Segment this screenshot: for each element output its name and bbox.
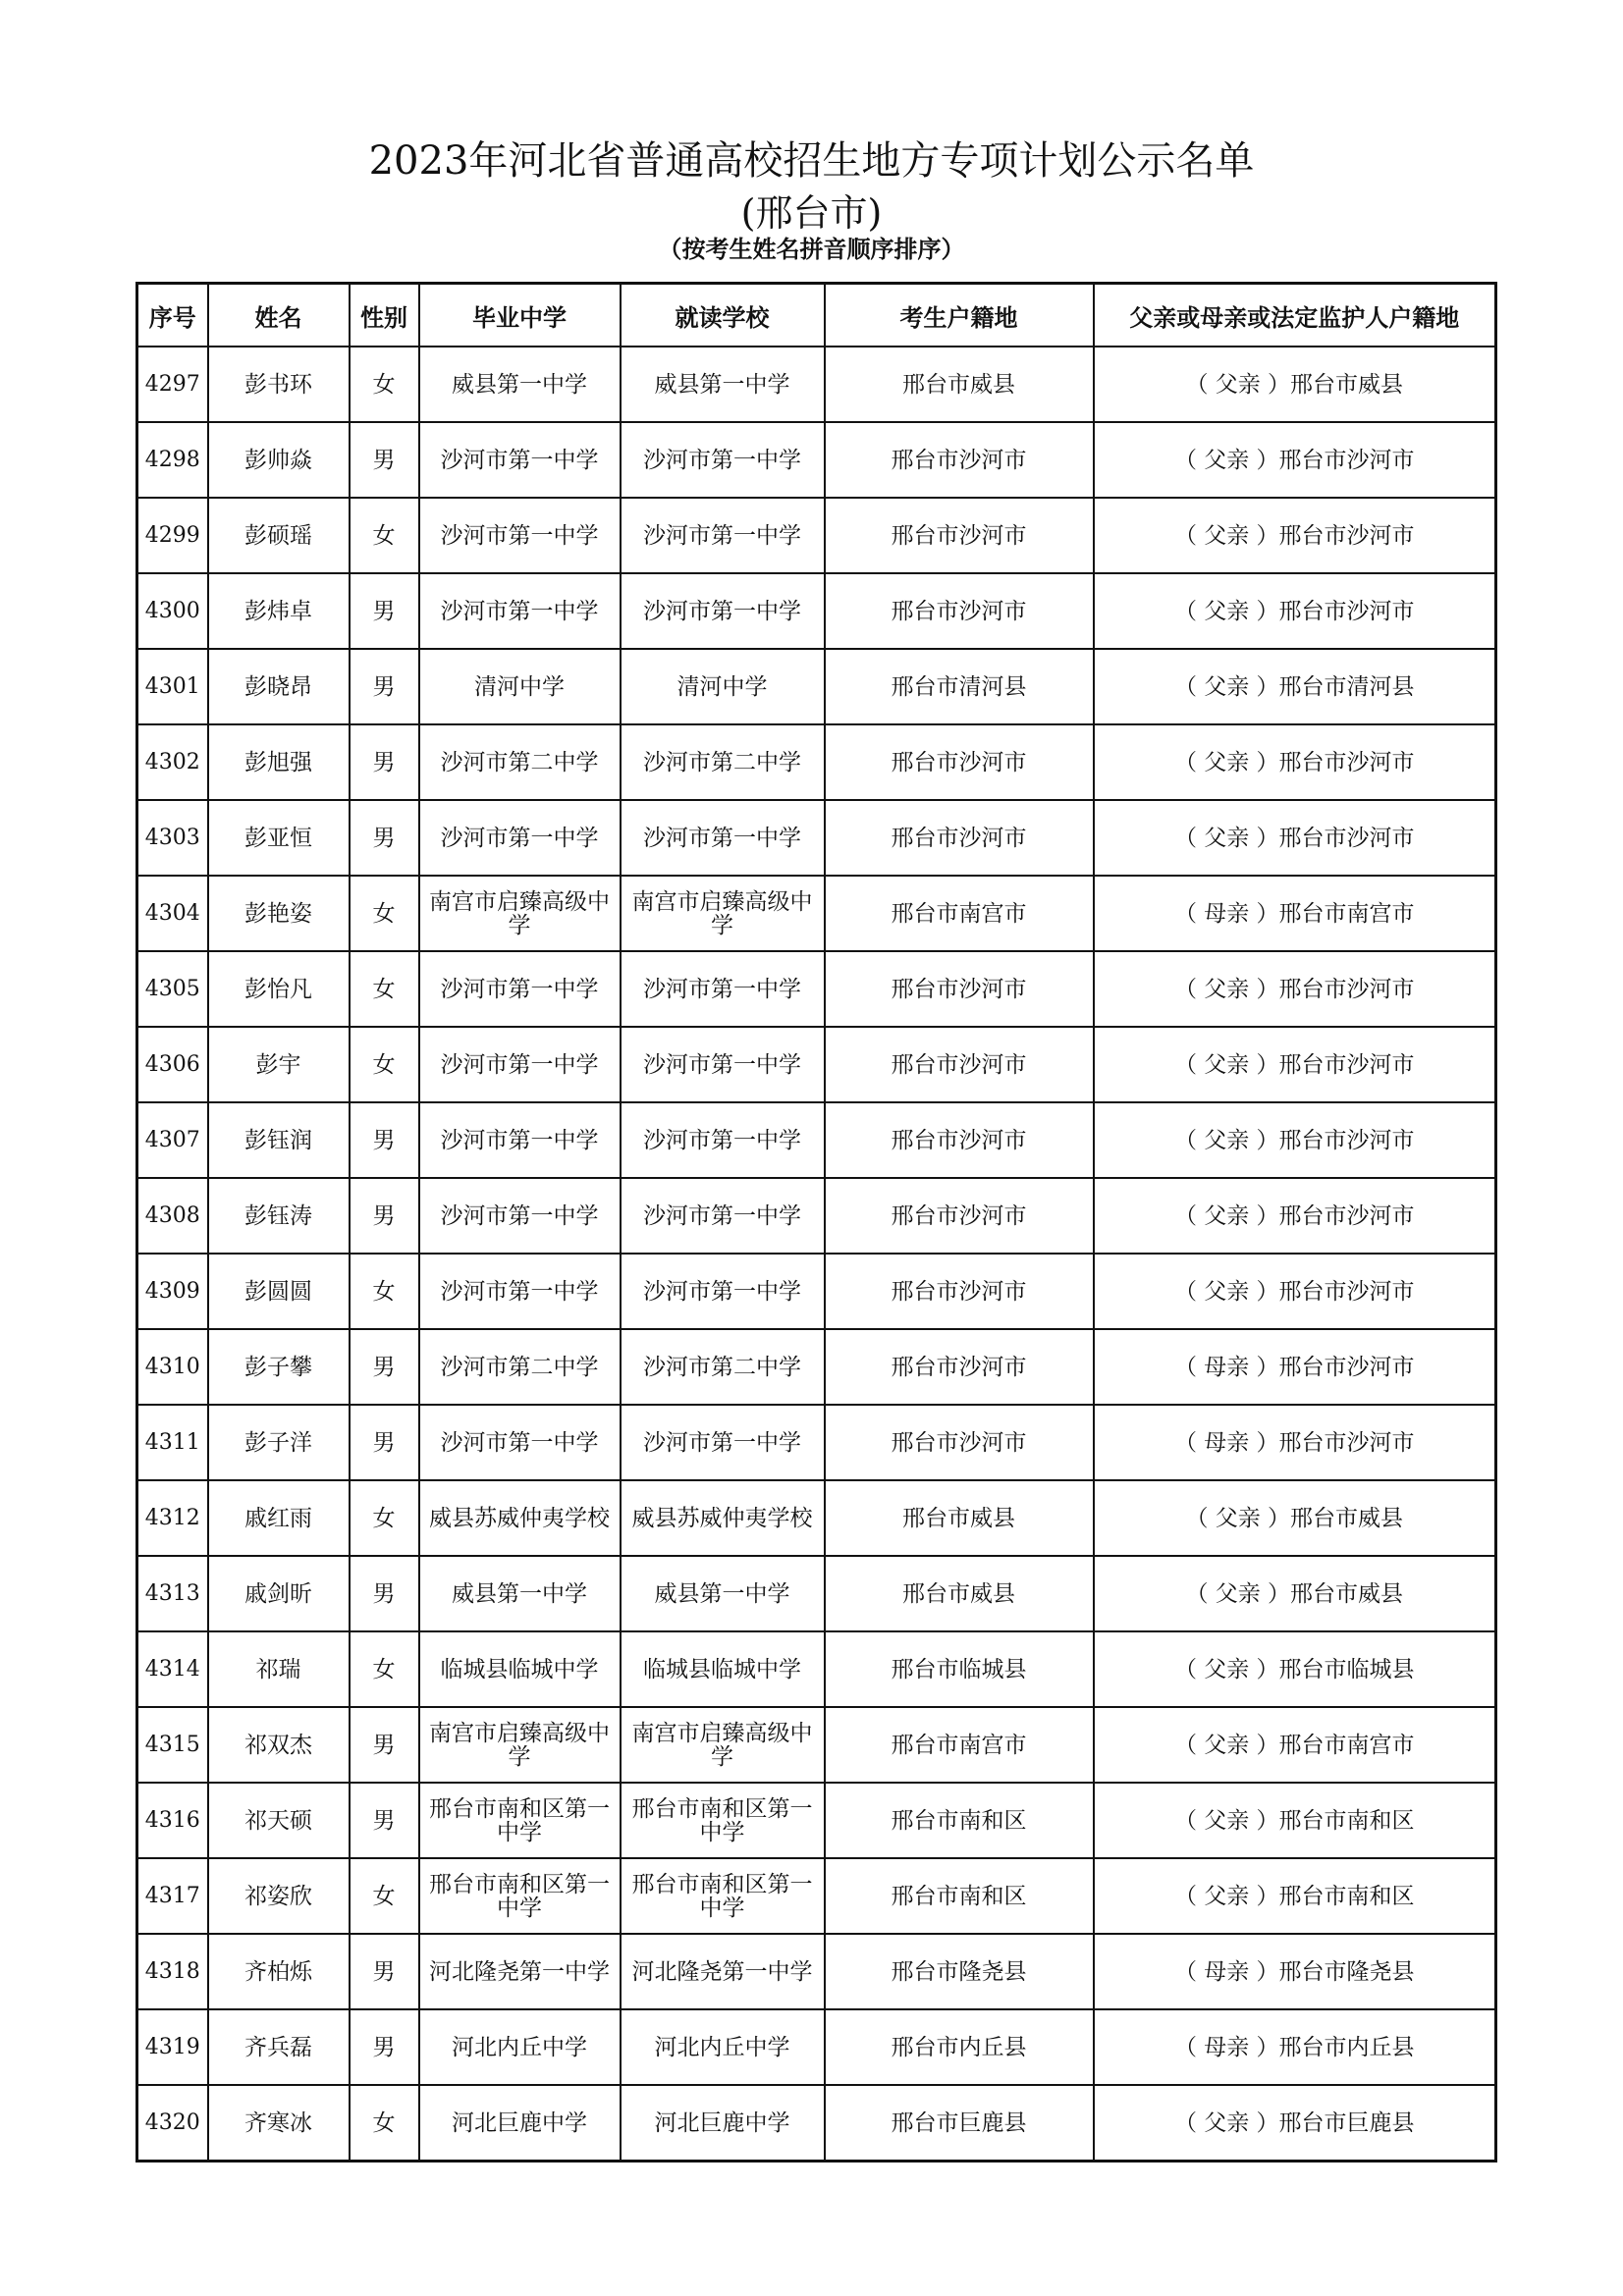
- cell-index: 4302: [137, 724, 208, 800]
- cell-guardian-registration: （ 父亲 ）邢台市临城县: [1094, 1631, 1496, 1707]
- cell-household-registration: 邢台市沙河市: [825, 724, 1094, 800]
- cell-household-registration: 邢台市内丘县: [825, 2009, 1094, 2085]
- cell-current-school: 沙河市第一中学: [621, 498, 825, 573]
- cell-graduated-school: 沙河市第一中学: [419, 800, 621, 876]
- sort-note: （按考生姓名拼音顺序排序）: [658, 236, 965, 263]
- cell-guardian-registration: （ 父亲 ）邢台市威县: [1094, 1480, 1496, 1556]
- cell-gender: 男: [350, 573, 419, 649]
- cell-gender: 女: [350, 1480, 419, 1556]
- table-row: [137, 1329, 1496, 1405]
- table-row: [137, 1102, 1496, 1178]
- cell-current-school: 南宫市启臻高级中学: [621, 1707, 825, 1783]
- table-row: [137, 1556, 1496, 1631]
- cell-graduated-school: 沙河市第一中学: [419, 573, 621, 649]
- cell-current-school: 临城县临城中学: [621, 1631, 825, 1707]
- cell-guardian-registration: （ 父亲 ）邢台市沙河市: [1094, 724, 1496, 800]
- table-row: [137, 1934, 1496, 2009]
- cell-index: 4311: [137, 1405, 208, 1480]
- cell-index: 4307: [137, 1102, 208, 1178]
- cell-gender: 女: [350, 1858, 419, 1934]
- cell-graduated-school: 河北巨鹿中学: [419, 2085, 621, 2162]
- cell-current-school: 威县第一中学: [621, 1556, 825, 1631]
- cell-gender: 男: [350, 422, 419, 498]
- cell-current-school: 沙河市第一中学: [621, 422, 825, 498]
- column-header-household-registration: 考生户籍地: [825, 284, 1094, 347]
- cell-graduated-school: 沙河市第一中学: [419, 1102, 621, 1178]
- table-row: [137, 1631, 1496, 1707]
- cell-name: 彭旭强: [208, 724, 350, 800]
- table-row: [137, 2085, 1496, 2162]
- cell-index: 4299: [137, 498, 208, 573]
- cell-index: 4298: [137, 422, 208, 498]
- table-row: [137, 1405, 1496, 1480]
- cell-household-registration: 邢台市清河县: [825, 649, 1094, 724]
- table-row: [137, 347, 1496, 422]
- cell-gender: 男: [350, 724, 419, 800]
- cell-graduated-school: 沙河市第一中学: [419, 951, 621, 1027]
- cell-index: 4314: [137, 1631, 208, 1707]
- cell-guardian-registration: （ 父亲 ）邢台市威县: [1094, 347, 1496, 422]
- cell-graduated-school: 沙河市第一中学: [419, 1405, 621, 1480]
- cell-gender: 女: [350, 1254, 419, 1329]
- cell-guardian-registration: （ 父亲 ）邢台市沙河市: [1094, 422, 1496, 498]
- cell-index: 4304: [137, 876, 208, 951]
- cell-household-registration: 邢台市南和区: [825, 1858, 1094, 1934]
- cell-household-registration: 邢台市沙河市: [825, 1102, 1094, 1178]
- cell-gender: 男: [350, 1707, 419, 1783]
- cell-guardian-registration: （ 父亲 ）邢台市威县: [1094, 1556, 1496, 1631]
- cell-gender: 男: [350, 1329, 419, 1405]
- page-subtitle: (邢台市): [740, 191, 883, 235]
- cell-graduated-school: 沙河市第一中学: [419, 498, 621, 573]
- cell-graduated-school: 沙河市第一中学: [419, 422, 621, 498]
- cell-guardian-registration: （ 父亲 ）邢台市巨鹿县: [1094, 2085, 1496, 2162]
- cell-household-registration: 邢台市南宫市: [825, 1707, 1094, 1783]
- cell-household-registration: 邢台市沙河市: [825, 1329, 1094, 1405]
- cell-current-school: 南宫市启臻高级中学: [621, 876, 825, 951]
- cell-household-registration: 邢台市沙河市: [825, 800, 1094, 876]
- cell-gender: 女: [350, 876, 419, 951]
- cell-household-registration: 邢台市沙河市: [825, 1405, 1094, 1480]
- cell-index: 4300: [137, 573, 208, 649]
- cell-guardian-registration: （ 父亲 ）邢台市沙河市: [1094, 573, 1496, 649]
- cell-household-registration: 邢台市南宫市: [825, 876, 1094, 951]
- cell-household-registration: 邢台市巨鹿县: [825, 2085, 1094, 2162]
- cell-graduated-school: 沙河市第二中学: [419, 724, 621, 800]
- cell-graduated-school: 威县苏威仲夷学校: [419, 1480, 621, 1556]
- cell-gender: 男: [350, 1934, 419, 2009]
- cell-household-registration: 邢台市沙河市: [825, 1254, 1094, 1329]
- cell-name: 祁瑞: [208, 1631, 350, 1707]
- roster-table: [135, 282, 1497, 2163]
- cell-current-school: 威县苏威仲夷学校: [621, 1480, 825, 1556]
- cell-name: 戚剑昕: [208, 1556, 350, 1631]
- cell-gender: 男: [350, 1178, 419, 1254]
- cell-current-school: 河北隆尧第一中学: [621, 1934, 825, 2009]
- cell-guardian-registration: （ 父亲 ）邢台市清河县: [1094, 649, 1496, 724]
- cell-gender: 女: [350, 347, 419, 422]
- cell-name: 齐兵磊: [208, 2009, 350, 2085]
- cell-gender: 女: [350, 951, 419, 1027]
- cell-guardian-registration: （ 母亲 ）邢台市沙河市: [1094, 1405, 1496, 1480]
- cell-index: 4310: [137, 1329, 208, 1405]
- cell-index: 4301: [137, 649, 208, 724]
- cell-name: 彭艳姿: [208, 876, 350, 951]
- cell-name: 祁姿欣: [208, 1858, 350, 1934]
- cell-name: 彭宇: [208, 1027, 350, 1102]
- cell-name: 彭圆圆: [208, 1254, 350, 1329]
- cell-gender: 男: [350, 1405, 419, 1480]
- table-row: [137, 573, 1496, 649]
- cell-current-school: 邢台市南和区第一中学: [621, 1858, 825, 1934]
- cell-index: 4313: [137, 1556, 208, 1631]
- cell-gender: 女: [350, 2085, 419, 2162]
- cell-gender: 男: [350, 1556, 419, 1631]
- cell-current-school: 沙河市第一中学: [621, 1102, 825, 1178]
- table-row: [137, 498, 1496, 573]
- table-row: [137, 951, 1496, 1027]
- cell-index: 4297: [137, 347, 208, 422]
- cell-index: 4306: [137, 1027, 208, 1102]
- cell-current-school: 邢台市南和区第一中学: [621, 1783, 825, 1858]
- cell-guardian-registration: （ 母亲 ）邢台市沙河市: [1094, 1329, 1496, 1405]
- table-row: [137, 2009, 1496, 2085]
- cell-current-school: 沙河市第二中学: [621, 724, 825, 800]
- cell-current-school: 沙河市第一中学: [621, 800, 825, 876]
- cell-guardian-registration: （ 父亲 ）邢台市沙河市: [1094, 1027, 1496, 1102]
- cell-graduated-school: 清河中学: [419, 649, 621, 724]
- cell-index: 4315: [137, 1707, 208, 1783]
- table-row: [137, 876, 1496, 951]
- cell-guardian-registration: （ 父亲 ）邢台市沙河市: [1094, 951, 1496, 1027]
- cell-guardian-registration: （ 父亲 ）邢台市沙河市: [1094, 1178, 1496, 1254]
- cell-gender: 女: [350, 498, 419, 573]
- cell-current-school: 沙河市第一中学: [621, 1405, 825, 1480]
- cell-current-school: 沙河市第一中学: [621, 1178, 825, 1254]
- cell-index: 4319: [137, 2009, 208, 2085]
- cell-guardian-registration: （ 母亲 ）邢台市内丘县: [1094, 2009, 1496, 2085]
- cell-index: 4317: [137, 1858, 208, 1934]
- cell-graduated-school: 沙河市第二中学: [419, 1329, 621, 1405]
- cell-graduated-school: 邢台市南和区第一中学: [419, 1858, 621, 1934]
- cell-current-school: 清河中学: [621, 649, 825, 724]
- table-row: [137, 1254, 1496, 1329]
- cell-gender: 男: [350, 649, 419, 724]
- table-row: [137, 1178, 1496, 1254]
- column-header-name: 姓名: [208, 284, 350, 347]
- table-row: [137, 1858, 1496, 1934]
- cell-name: 齐柏烁: [208, 1934, 350, 2009]
- cell-name: 齐寒冰: [208, 2085, 350, 2162]
- cell-guardian-registration: （ 父亲 ）邢台市沙河市: [1094, 1102, 1496, 1178]
- table-row: [137, 1707, 1496, 1783]
- cell-current-school: 沙河市第二中学: [621, 1329, 825, 1405]
- table-row: [137, 1783, 1496, 1858]
- cell-name: 彭子洋: [208, 1405, 350, 1480]
- table-row: [137, 724, 1496, 800]
- cell-current-school: 河北内丘中学: [621, 2009, 825, 2085]
- cell-name: 祁双杰: [208, 1707, 350, 1783]
- cell-graduated-school: 沙河市第一中学: [419, 1027, 621, 1102]
- cell-index: 4308: [137, 1178, 208, 1254]
- cell-graduated-school: 河北内丘中学: [419, 2009, 621, 2085]
- table-row: [137, 1480, 1496, 1556]
- cell-name: 彭怡凡: [208, 951, 350, 1027]
- cell-household-registration: 邢台市威县: [825, 347, 1094, 422]
- cell-name: 彭钰涛: [208, 1178, 350, 1254]
- column-header-index: 序号: [137, 284, 208, 347]
- cell-guardian-registration: （ 母亲 ）邢台市南宫市: [1094, 876, 1496, 951]
- cell-name: 彭亚恒: [208, 800, 350, 876]
- cell-graduated-school: 南宫市启臻高级中学: [419, 876, 621, 951]
- cell-gender: 男: [350, 800, 419, 876]
- table-header-row: [137, 284, 1496, 347]
- cell-gender: 男: [350, 1783, 419, 1858]
- cell-current-school: 沙河市第一中学: [621, 573, 825, 649]
- cell-graduated-school: 沙河市第一中学: [419, 1178, 621, 1254]
- cell-guardian-registration: （ 父亲 ）邢台市南和区: [1094, 1783, 1496, 1858]
- cell-household-registration: 邢台市隆尧县: [825, 1934, 1094, 2009]
- cell-index: 4320: [137, 2085, 208, 2162]
- cell-gender: 男: [350, 2009, 419, 2085]
- cell-graduated-school: 邢台市南和区第一中学: [419, 1783, 621, 1858]
- cell-graduated-school: 临城县临城中学: [419, 1631, 621, 1707]
- cell-name: 彭炜卓: [208, 573, 350, 649]
- cell-index: 4312: [137, 1480, 208, 1556]
- cell-household-registration: 邢台市沙河市: [825, 1178, 1094, 1254]
- cell-graduated-school: 威县第一中学: [419, 347, 621, 422]
- cell-household-registration: 邢台市沙河市: [825, 422, 1094, 498]
- cell-graduated-school: 沙河市第一中学: [419, 1254, 621, 1329]
- cell-household-registration: 邢台市沙河市: [825, 951, 1094, 1027]
- cell-current-school: 河北巨鹿中学: [621, 2085, 825, 2162]
- cell-name: 祁天硕: [208, 1783, 350, 1858]
- cell-guardian-registration: （ 父亲 ）邢台市南和区: [1094, 1858, 1496, 1934]
- cell-name: 彭晓昂: [208, 649, 350, 724]
- cell-household-registration: 邢台市临城县: [825, 1631, 1094, 1707]
- cell-graduated-school: 南宫市启臻高级中学: [419, 1707, 621, 1783]
- cell-index: 4305: [137, 951, 208, 1027]
- table-row: [137, 422, 1496, 498]
- cell-name: 彭钰润: [208, 1102, 350, 1178]
- cell-name: 彭书环: [208, 347, 350, 422]
- cell-index: 4316: [137, 1783, 208, 1858]
- cell-current-school: 威县第一中学: [621, 347, 825, 422]
- cell-index: 4318: [137, 1934, 208, 2009]
- table-row: [137, 1027, 1496, 1102]
- column-header-current-school: 就读学校: [621, 284, 825, 347]
- cell-graduated-school: 威县第一中学: [419, 1556, 621, 1631]
- cell-current-school: 沙河市第一中学: [621, 951, 825, 1027]
- cell-index: 4303: [137, 800, 208, 876]
- cell-name: 彭帅焱: [208, 422, 350, 498]
- page-title: 2023年河北省普通高校招生地方专项计划公示名单: [368, 138, 1255, 184]
- cell-household-registration: 邢台市威县: [825, 1556, 1094, 1631]
- column-header-gender: 性别: [350, 284, 419, 347]
- cell-guardian-registration: （ 父亲 ）邢台市沙河市: [1094, 800, 1496, 876]
- cell-gender: 男: [350, 1102, 419, 1178]
- cell-guardian-registration: （ 父亲 ）邢台市南宫市: [1094, 1707, 1496, 1783]
- cell-index: 4309: [137, 1254, 208, 1329]
- cell-household-registration: 邢台市沙河市: [825, 498, 1094, 573]
- cell-guardian-registration: （ 父亲 ）邢台市沙河市: [1094, 1254, 1496, 1329]
- column-header-graduated-school: 毕业中学: [419, 284, 621, 347]
- cell-household-registration: 邢台市沙河市: [825, 1027, 1094, 1102]
- table-row: [137, 800, 1496, 876]
- cell-gender: 女: [350, 1027, 419, 1102]
- cell-name: 戚红雨: [208, 1480, 350, 1556]
- table-row: [137, 649, 1496, 724]
- cell-current-school: 沙河市第一中学: [621, 1254, 825, 1329]
- cell-household-registration: 邢台市沙河市: [825, 573, 1094, 649]
- column-header-guardian-registration: 父亲或母亲或法定监护人户籍地: [1094, 284, 1496, 347]
- cell-name: 彭子攀: [208, 1329, 350, 1405]
- cell-guardian-registration: （ 父亲 ）邢台市沙河市: [1094, 498, 1496, 573]
- cell-household-registration: 邢台市南和区: [825, 1783, 1094, 1858]
- cell-gender: 女: [350, 1631, 419, 1707]
- cell-guardian-registration: （ 母亲 ）邢台市隆尧县: [1094, 1934, 1496, 2009]
- cell-current-school: 沙河市第一中学: [621, 1027, 825, 1102]
- cell-household-registration: 邢台市威县: [825, 1480, 1094, 1556]
- cell-name: 彭硕瑶: [208, 498, 350, 573]
- cell-graduated-school: 河北隆尧第一中学: [419, 1934, 621, 2009]
